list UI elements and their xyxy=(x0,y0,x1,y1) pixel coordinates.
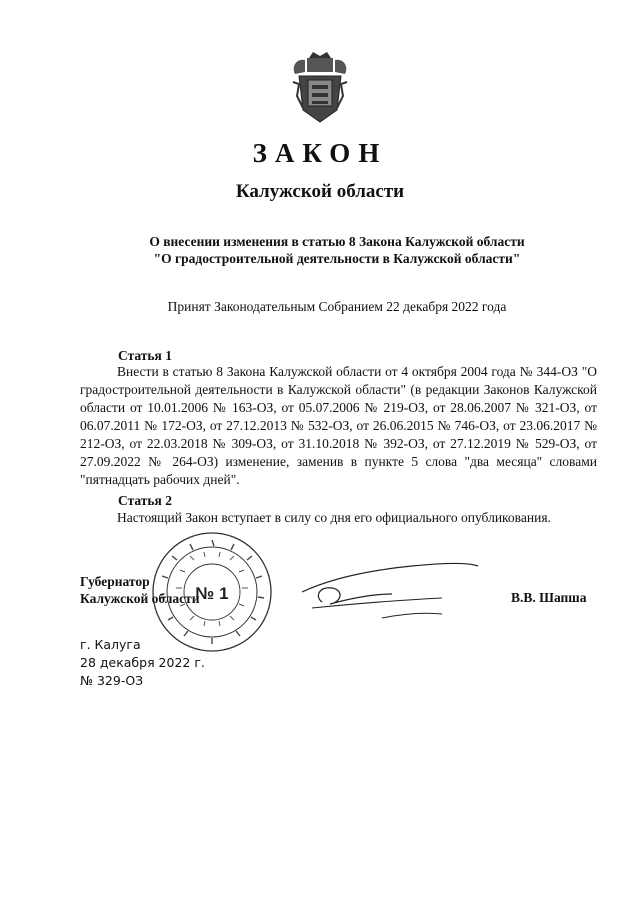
coat-of-arms-emblem xyxy=(289,52,351,124)
handwritten-signature xyxy=(292,548,482,628)
footer-city: г. Калуга xyxy=(80,637,141,652)
signatory-position xyxy=(80,573,200,607)
stamp-number: № 1 xyxy=(195,584,229,603)
footer-date: 28 декабря 2022 г. xyxy=(80,655,205,670)
law-heading-line-2: "О градостроительной деятельности в Калужской области" xyxy=(153,251,521,266)
law-heading xyxy=(0,233,640,267)
article-1-title: Статья 1 xyxy=(118,348,172,363)
article-1-text: Внести в статью 8 Закона Калужской области от 4 октября 2004 года № 344-ОЗ "О градостроительной деятельности в Калужской области" (в редакции Законов Калужской области от 10.01.2006 № 163-ОЗ, от 05.07.2006 № 219-ОЗ, от 28.06.2007 № 321-ОЗ, от 06.07.2011 № 172-ОЗ, от 27.12.2013 № 532-ОЗ, от 26.06.2015 № 746-ОЗ, от 23.06.2017 № 212-ОЗ, от 22.03.2018 № 309-ОЗ, от 31.10.2018 № 392-ОЗ, от 27.12.2019 № 529-ОЗ, от 27.09.2022 № 264-ОЗ) изменение, заменив в пункте 5 слова "два месяца" словами "пятнадцать рабочих дней". xyxy=(80,364,597,487)
law-heading-line-1: О внесении изменения в статью 8 Закона Калужской области xyxy=(149,234,525,249)
document-title: ЗАКОН xyxy=(252,138,388,168)
signatory-position-line-1: Губернатор xyxy=(80,574,150,589)
adoption-note: Принят Законодательным Собранием 22 декабря 2022 года xyxy=(167,299,507,314)
document-subtitle: Калужской области xyxy=(235,181,405,202)
signatory-position-line-2: Калужской области xyxy=(80,591,200,606)
signatory-name: В.В. Шапша xyxy=(511,590,587,605)
article-2-text: Настоящий Закон вступает в силу со дня его официального опубликования. xyxy=(117,510,551,525)
article-2-title: Статья 2 xyxy=(118,493,172,508)
footer-number: № 329-ОЗ xyxy=(80,673,144,688)
